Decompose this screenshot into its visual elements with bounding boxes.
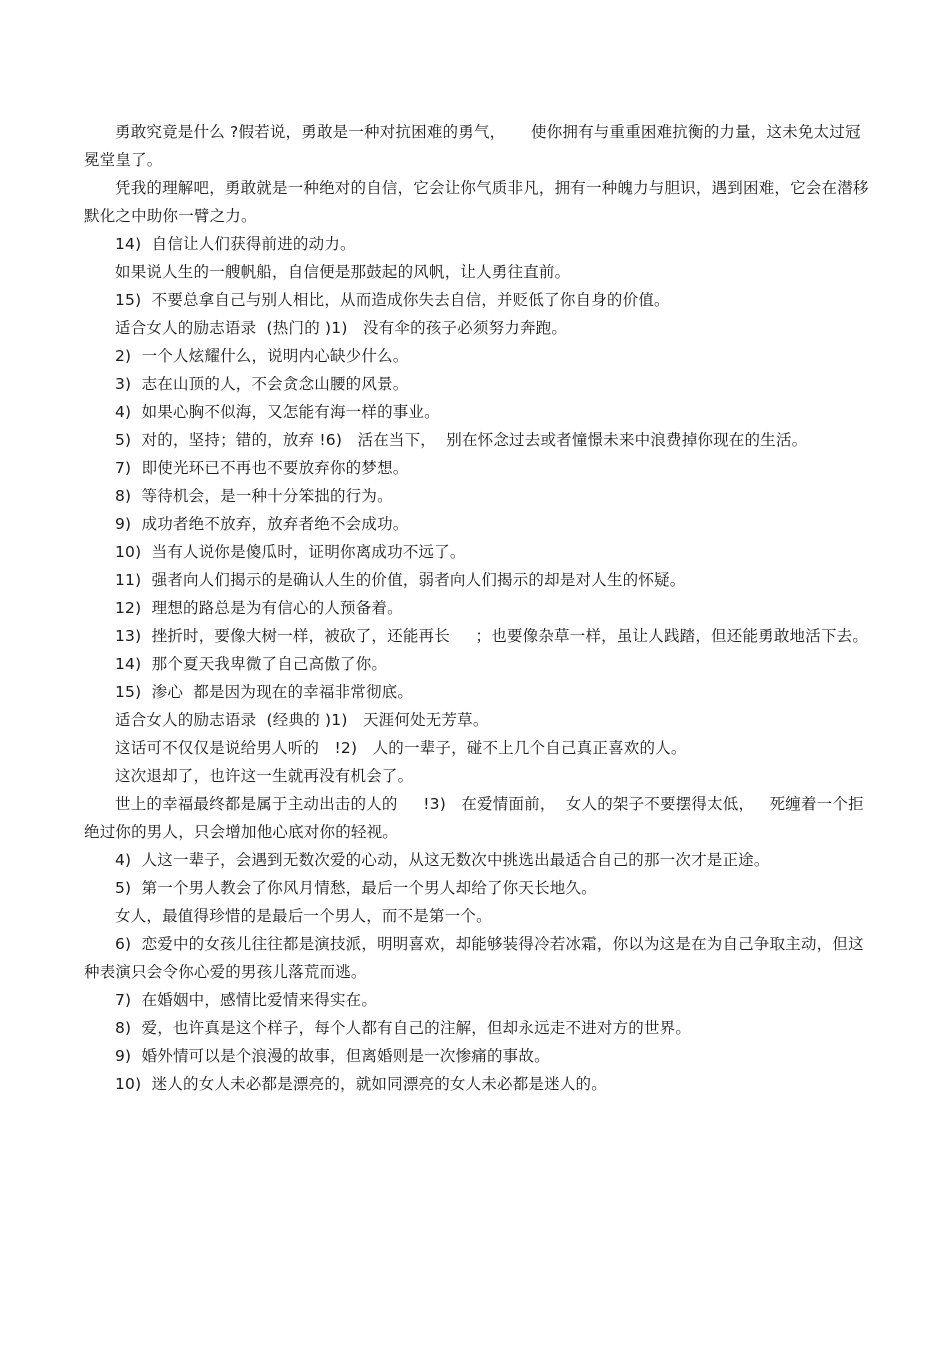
paragraph: 10) 当有人说你是傻瓜时，证明你离成功不远了。: [115, 543, 466, 561]
paragraph: 6) 恋爱中的女孩儿往往都是演技派，明明喜欢，却能够装得冷若冰霜，你以为这是在为自己争取主动，但这种表演只会令你心爱的男孩儿落荒而逃。: [84, 935, 864, 981]
paragraph: 13) 挫折时，要像大树一样，被砍了，还能再长 ；也要像杂草一样，虽让人践踏，但还能勇敢地活下去。: [115, 627, 869, 645]
paragraph: 15) 渗心 都是因为现在的幸福非常彻底。: [115, 683, 414, 701]
paragraph: 14) 那个夏天我卑微了自己高傲了你。: [115, 655, 388, 673]
paragraph: 2) 一个人炫耀什么，说明内心缺少什么。: [115, 347, 409, 365]
paragraph: 勇敢究竟是什么 ?假若说，勇敢是一种对抗困难的勇气， 使你拥有与重重困难抗衡的力量，这未免太过冠冕堂皇了。: [84, 123, 861, 169]
paragraph: 5) 对的，坚持；错的，放弃 !6) 活在当下， 别在怀念过去或者憧憬未来中浪费掉你现在的生活。: [115, 431, 808, 449]
paragraph: 9) 成功者绝不放弃，放弃者绝不会成功。: [115, 515, 409, 533]
paragraph: 4) 人这一辈子，会遇到无数次爱的心动，从这无数次中挑选出最适合自己的那一次才是正途。: [115, 851, 770, 869]
paragraph: 8) 等待机会，是一种十分笨拙的行为。: [115, 487, 393, 505]
paragraph: 这话可不仅仅是说给男人听的 !2) 人的一辈子，碰不上几个自己真正喜欢的人。: [115, 739, 687, 757]
paragraph: 14) 自信让人们获得前进的动力。: [115, 235, 356, 253]
paragraph: 5) 第一个男人教会了你风月情愁，最后一个男人却给了你天长地久。: [115, 879, 597, 897]
paragraph: 10) 迷人的女人未必都是漂亮的，就如同漂亮的女人未必都是迷人的。: [115, 1075, 607, 1093]
paragraph: 凭我的理解吧，勇敢就是一种绝对的自信，它会让你气质非凡，拥有一种魄力与胆识，遇到困难，它会在潜移默化之中助你一臂之力。: [84, 179, 869, 225]
paragraph: 这次退却了，也许这一生就再没有机会了。: [115, 767, 414, 785]
paragraph: 如果说人生的一艘帆船，自信便是那鼓起的风帆，让人勇往直前。: [115, 263, 571, 281]
document-body: [84, 118, 874, 1098]
paragraph: 女人，最值得珍惜的是最后一个男人，而不是第一个。: [115, 907, 492, 925]
paragraph: 11) 强者向人们揭示的是确认人生的价值，弱者向人们揭示的却是对人生的怀疑。: [115, 571, 686, 589]
section-heading-paragraph: 适合女人的励志语录 (热门的 )1) 没有伞的孩子必须努力奔跑。: [115, 319, 568, 337]
paragraph: 7) 在婚姻中，感情比爱情来得实在。: [115, 991, 378, 1009]
paragraph: 8) 爱，也许真是这个样子，每个人都有自己的注解，但却永远走不进对方的世界。: [115, 1019, 692, 1037]
paragraph: 3) 志在山顶的人，不会贪念山腰的风景。: [115, 375, 409, 393]
paragraph: 12) 理想的路总是为有信心的人预备着。: [115, 599, 403, 617]
paragraph: 世上的幸福最终都是属于主动出击的人的 !3) 在爱情面前， 女人的架子不要摆得太低， 死缠着一个拒绝过你的男人，只会增加他心底对你的轻视。: [84, 795, 864, 841]
paragraph: 9) 婚外情可以是个浪漫的故事，但离婚则是一次惨痛的事故。: [115, 1047, 550, 1065]
section-heading-paragraph: 适合女人的励志语录 (经典的 )1) 天涯何处无芳草。: [115, 711, 489, 729]
paragraph: 15) 不要总拿自己与别人相比，从而造成你失去自信，并贬低了你自身的价值。: [115, 291, 670, 309]
paragraph: 4) 如果心胸不似海，又怎能有海一样的事业。: [115, 403, 440, 421]
paragraph: 7) 即使光环已不再也不要放弃你的梦想。: [115, 459, 409, 477]
